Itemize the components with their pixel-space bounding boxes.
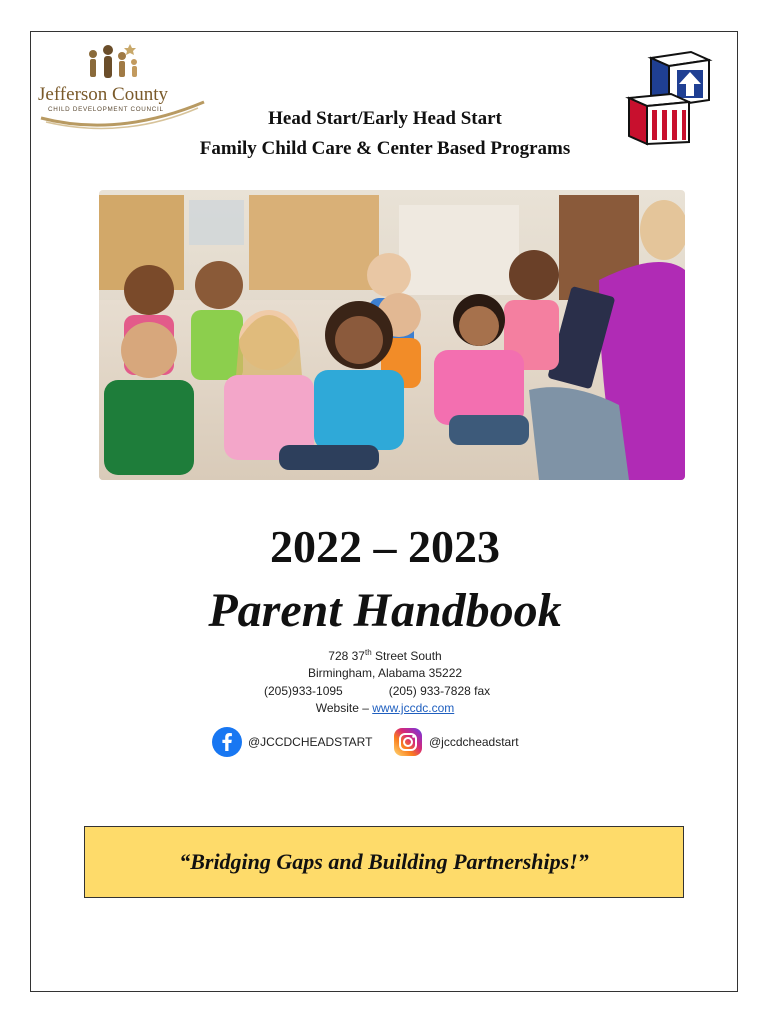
handbook-title: Parent Handbook <box>208 584 562 637</box>
website-line <box>0 701 770 715</box>
street-name: Street South <box>371 649 442 663</box>
fax-number: (205) 933-7828 fax <box>388 684 491 698</box>
street-suffix: th <box>364 648 372 657</box>
phone-number: (205)933-1095 <box>264 684 343 698</box>
street-number: 728 37 <box>328 649 365 663</box>
facebook-handle: @JCCDCHEADSTART <box>248 735 373 749</box>
slogan-box <box>84 826 684 898</box>
facebook-icon <box>212 727 242 757</box>
city-state-zip: Birmingham, Alabama 35222 <box>307 666 463 680</box>
slogan-text: “Bridging Gaps and Building Partnerships!” <box>179 849 589 874</box>
head-start-blocks-logo <box>625 48 717 146</box>
facebook-handle-row[interactable] <box>212 727 372 757</box>
instagram-icon <box>393 727 423 757</box>
program-title: Head Start/Early Head Start <box>268 108 502 129</box>
children-photo <box>99 190 685 480</box>
logo-name: Jefferson County <box>38 84 168 105</box>
website-link[interactable]: www.jccdc.com <box>372 701 455 715</box>
instagram-handle-row[interactable] <box>393 727 519 757</box>
logo-subtitle: CHILD DEVELOPMENT COUNCIL <box>48 106 164 113</box>
street-address <box>0 648 770 663</box>
instagram-handle: @jccdcheadstart <box>429 735 519 749</box>
website-label: Website – <box>315 701 373 715</box>
school-year: 2022 – 2023 <box>270 521 500 572</box>
program-subtitle: Family Child Care & Center Based Programs <box>199 138 571 159</box>
phone-fax-line <box>264 684 490 698</box>
